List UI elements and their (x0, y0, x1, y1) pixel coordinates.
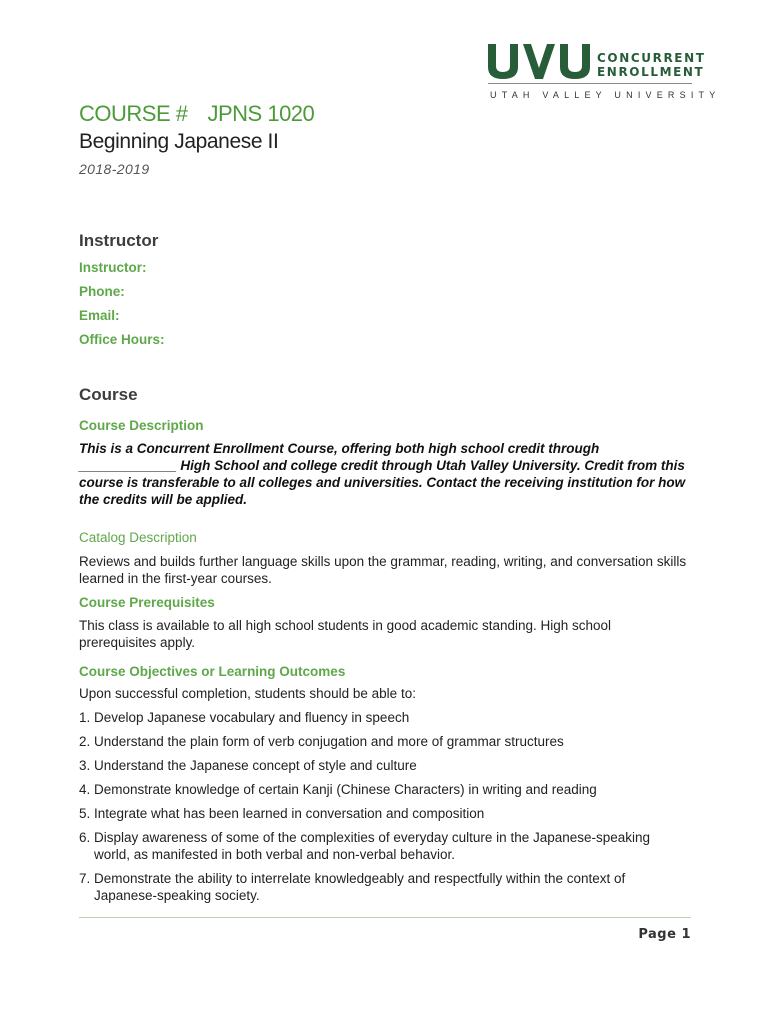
email-field: Email: (79, 308, 120, 323)
objective-item: 1. Develop Japanese vocabulary and fluency in speech (79, 710, 410, 725)
logo-divider (488, 83, 692, 84)
catalog-description-text: Reviews and builds further language skills upon the grammar, reading, writing, and conversation skills learned in the first-year courses. (79, 554, 687, 586)
course-description-text: This is a Concurrent Enrollment Course, offering both high school credit through _____________ High School and college credit through Utah Valley University. Credit from this course is transferable to all colleges and universities. Contact the receiving institution for how the credits will be applied. (79, 441, 686, 507)
uvu-concurrent-enrollment-logo (488, 44, 721, 102)
objective-item: 2. Understand the plain form of verb conjugation and more of grammar structures (79, 734, 564, 749)
office-hours-field: Office Hours: (79, 332, 165, 347)
prerequisites-text: This class is available to all high school students in good academic standing. High school prerequisites apply. (79, 618, 612, 650)
objectives-label: Course Objectives or Learning Outcomes (79, 664, 346, 679)
phone-field: Phone: (79, 284, 125, 299)
university-name: UTAH VALLEY UNIVERSITY (490, 90, 721, 100)
page-number: Page 1 (638, 927, 691, 942)
objective-item: 7. Demonstrate the ability to interrelate knowledgeably and respectfully within the context of Japanese-speaking society. (79, 871, 626, 903)
objective-item: 5. Integrate what has been learned in conversation and composition (79, 806, 485, 821)
course-heading: Course (79, 385, 138, 404)
course-number: COURSE # JPNS 1020 (79, 101, 315, 126)
prerequisites-label: Course Prerequisites (79, 595, 215, 610)
objective-item: 3. Understand the Japanese concept of style and culture (79, 758, 417, 773)
objective-item: 4. Demonstrate knowledge of certain Kanji (Chinese Characters) in writing and reading (79, 782, 597, 797)
objective-item: 6. Display awareness of some of the complexities of everyday culture in the Japanese-speaking world, as manifested in both verbal and non-verbal behavior. (79, 830, 651, 862)
concurrent-enrollment-text: CONCURRENT ENROLLMENT (597, 51, 706, 79)
instructor-heading: Instructor (79, 231, 159, 250)
instructor-field: Instructor: (79, 260, 147, 275)
uvu-wordmark-icon (488, 44, 592, 80)
course-title: Beginning Japanese II (79, 130, 279, 153)
footer-divider (79, 917, 691, 918)
course-description-label: Course Description (79, 418, 204, 433)
academic-year: 2018-2019 (79, 161, 150, 177)
catalog-description-label: Catalog Description (79, 530, 197, 545)
objectives-intro: Upon successful completion, students should be able to: (79, 686, 416, 701)
